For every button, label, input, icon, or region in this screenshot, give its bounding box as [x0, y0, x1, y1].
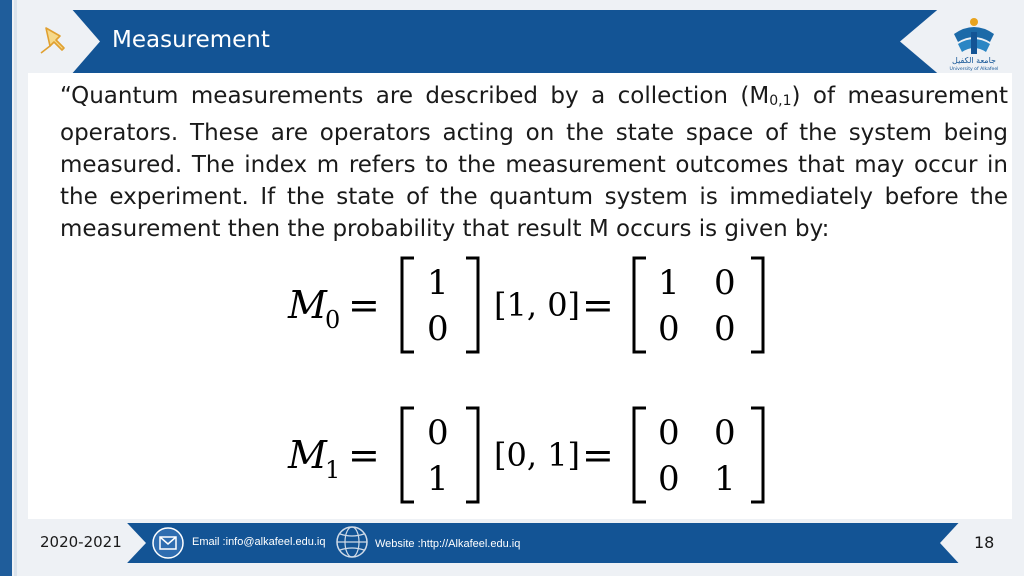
- left-accent-bar: [0, 0, 12, 576]
- equation-m1: [287, 408, 763, 502]
- eq1-row: [0, 1]: [494, 436, 581, 474]
- footer-email[interactable]: [192, 536, 325, 548]
- quote-paragraph: [60, 80, 1008, 245]
- logo-text-ar: جامعة الكفيل: [952, 56, 996, 65]
- website-label: Website :: [375, 538, 421, 550]
- para-text-1: “Quantum measurements are described by a collection (M: [60, 83, 770, 109]
- equations: [286, 250, 786, 512]
- eq0-m-00: 1: [658, 263, 680, 303]
- footer-website[interactable]: [375, 538, 520, 550]
- eq0-vec-right-bracket: [466, 258, 478, 352]
- eq1-lhs: M: [288, 433, 327, 477]
- eq1-m-00: 0: [658, 413, 680, 453]
- envelope-icon[interactable]: [152, 527, 184, 559]
- email-label: Email :: [192, 536, 226, 548]
- eq1-mat-left-bracket: [634, 408, 646, 502]
- eq0-vec-0: 1: [427, 263, 449, 303]
- eq0-equals2: =: [582, 283, 614, 327]
- para-subscript: 0,1: [769, 93, 792, 109]
- eq1-m-01: 0: [714, 413, 736, 453]
- eq1-vec-1: 1: [427, 459, 449, 499]
- eq1-equals: =: [348, 433, 380, 477]
- email-address[interactable]: info@alkafeel.edu.iq: [225, 536, 326, 548]
- eq0-row: [1, 0]: [494, 286, 581, 324]
- footer-year: 2020-2021: [40, 533, 122, 551]
- eq0-vec-1: 0: [427, 309, 449, 349]
- pushpin-icon: [36, 22, 72, 58]
- logo-text-en: University of Alkafeel: [949, 67, 999, 72]
- eq1-m-10: 0: [658, 459, 680, 499]
- eq1-equals2: =: [582, 433, 614, 477]
- left-accent-stripe: [14, 0, 17, 576]
- eq0-mat-left-bracket: [634, 258, 646, 352]
- para-text-2: ) of measurement operators. These are operators acting on the state space of the system being measured. The index m refers to the measurement outcomes that may occur in the experiment. If the state of the quantum system is immediately before the measurement then the probability that result M occurs is given by:: [60, 83, 1009, 242]
- eq0-m-11: 0: [714, 309, 736, 349]
- eq1-vec-right-bracket: [466, 408, 478, 502]
- eq0-mat-right-bracket: [751, 258, 763, 352]
- website-url[interactable]: http://Alkafeel.edu.iq: [420, 538, 521, 550]
- slide-title: Measurement: [112, 27, 270, 53]
- page-number: 18: [974, 533, 995, 552]
- eq0-vec-left-bracket: [402, 258, 414, 352]
- eq1-sub: 1: [325, 456, 341, 484]
- eq1-vec-0: 0: [427, 413, 449, 453]
- eq1-mat-right-bracket: [751, 408, 763, 502]
- eq0-lhs: M: [288, 283, 327, 327]
- university-logo-icon: [946, 12, 1002, 72]
- eq1-vec-left-bracket: [402, 408, 414, 502]
- eq0-equals: =: [348, 283, 380, 327]
- eq1-m-11: 1: [714, 459, 736, 499]
- eq0-m-01: 0: [714, 263, 736, 303]
- eq0-m-10: 0: [658, 309, 680, 349]
- equation-m0: [287, 258, 763, 352]
- globe-icon[interactable]: [334, 524, 370, 560]
- eq0-sub: 0: [325, 306, 341, 334]
